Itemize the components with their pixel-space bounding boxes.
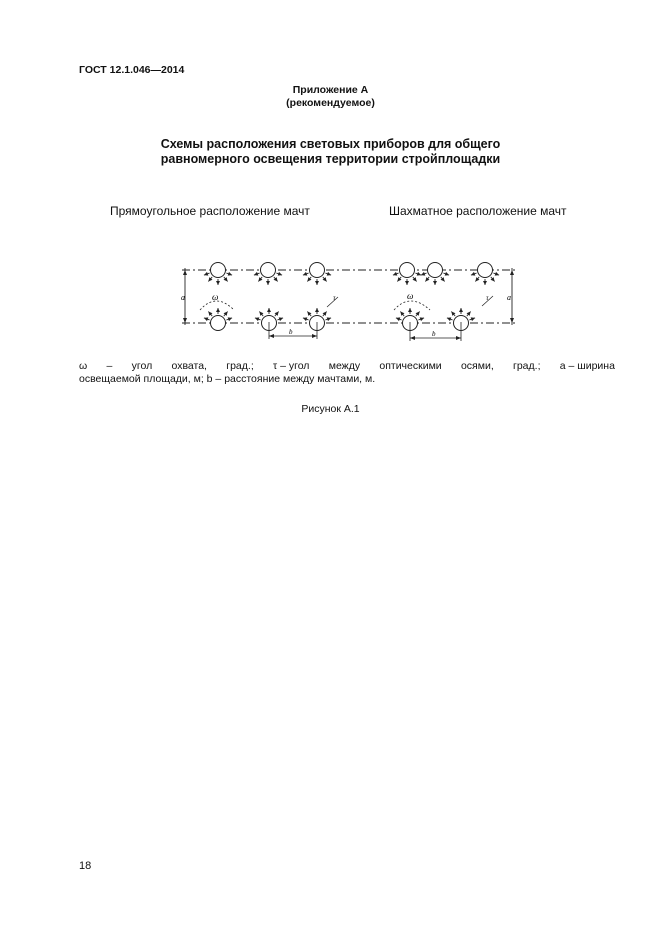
tau-label-left: τ	[333, 294, 336, 302]
legend-word: –	[106, 360, 113, 372]
section-title-line1: Схемы расположения световых приборов для общего	[160, 137, 501, 151]
figure-legend	[79, 360, 615, 386]
dimension-b-right-label: b	[432, 330, 436, 338]
section-title-line2: равномерного освещения территории стройплощадки	[160, 152, 501, 166]
mast	[254, 263, 282, 286]
mast	[393, 263, 421, 286]
standard-number: ГОСТ 12.1.046—2014	[79, 64, 185, 76]
section-title	[0, 137, 661, 167]
omega-label-right: ω	[407, 291, 414, 301]
legend-line2: освещаемой площади, м; b – расстояние между мачтами, м.	[79, 373, 376, 385]
annex-status: (рекомендуемое)	[286, 97, 375, 109]
legend-word: град.;	[226, 360, 254, 372]
mast	[204, 308, 232, 331]
label-staggered-layout: Шахматное расположение мачт	[389, 204, 567, 218]
legend-line1	[79, 360, 615, 373]
legend-word: a – ширина	[559, 360, 615, 372]
dimension-b-left-label: b	[289, 328, 293, 336]
page-number: 18	[79, 860, 92, 872]
lighting-layout-diagram	[172, 252, 522, 342]
legend-word: ω	[79, 360, 88, 372]
figure-caption: Рисунок А.1	[301, 403, 360, 415]
tau-label-right: τ	[486, 294, 489, 302]
legend-word: оптическими	[379, 360, 442, 372]
omega-label-left: ω	[212, 292, 219, 302]
legend-word: угол	[131, 360, 153, 372]
omega-arc-left	[200, 301, 234, 310]
legend-word: град.;	[513, 360, 541, 372]
legend-word: между	[328, 360, 361, 372]
mast	[471, 263, 499, 286]
mast	[421, 263, 449, 286]
legend-word: осями,	[460, 360, 494, 372]
mast	[204, 263, 232, 286]
annex-title: Приложение А	[292, 84, 369, 96]
legend-word: охвата,	[171, 360, 207, 372]
legend-word: τ – угол	[273, 360, 310, 372]
label-rectangular-layout: Прямоугольное расположение мачт	[110, 204, 310, 218]
dimension-a-left-label: a	[181, 293, 185, 302]
annex-heading	[0, 84, 661, 110]
mast	[303, 263, 331, 286]
dimension-a-right-label: a	[507, 293, 511, 302]
omega-arc-right	[394, 301, 430, 310]
mast-group	[204, 263, 499, 331]
